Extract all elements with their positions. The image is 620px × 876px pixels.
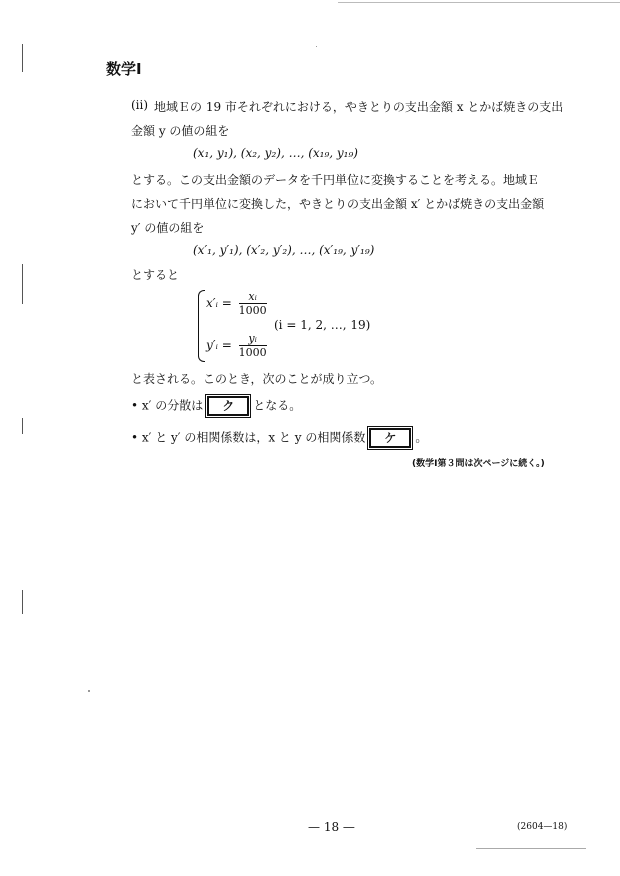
equation-y-denominator: 1000 [238,346,267,359]
data-pairs-converted: (x′₁, y′₁), (x′₂, y′₂), …, (x′₁₉, y′₁₉) [193,243,375,257]
bullet-variance [131,394,301,418]
margin-mark [22,44,23,72]
page-number: — 18 — [308,820,355,834]
margin-mark [22,264,23,304]
bottom-rule [476,848,586,849]
bullet-correlation [131,426,427,450]
scan-speck [88,690,90,692]
answer-box-ku-label: ク [207,396,249,416]
equation-x-fraction [239,290,267,317]
equation-y-lhs: y′ᵢ = [206,338,232,352]
top-rule [338,2,620,3]
problem-text-line-2: 金額 y の値の組を [131,124,230,138]
equation-x-numerator: xᵢ [239,290,267,304]
problem-part-label: (ii) [131,98,149,112]
problem-text-line-6: とすると [131,268,180,282]
answer-box-ke[interactable] [367,426,413,450]
equation-x-denominator: 1000 [238,304,267,317]
equation-brace [198,290,205,362]
bullet-variance-suffix: となる。 [253,398,302,413]
problem-text-line-3: とする。この支出金額のデータを千円単位に変換することを考える。地域Ｅ [131,173,540,187]
margin-mark [22,590,23,614]
bullet-correlation-text: • x′ と y′ の相関係数は，x と y の相関係数 [131,430,366,445]
answer-box-ke-label: ケ [369,428,411,448]
data-pairs-original: (x₁, y₁), (x₂, y₂), …, (x₁₉, y₁₉) [193,146,358,160]
equation-x [206,290,267,317]
equation-y [206,332,267,359]
equation-y-numerator: yᵢ [239,332,267,346]
equation-y-fraction [239,332,267,359]
page-code: (2604—18) [517,822,568,832]
margin-mark [22,418,23,434]
problem-text-line-5: y′ の値の組を [131,221,205,235]
section-title: 数学Ⅰ [106,60,142,78]
equation-x-lhs: x′ᵢ = [206,296,232,310]
answer-box-ku[interactable] [205,394,251,418]
bullet-variance-text: • x′ の分散は [131,398,204,413]
problem-text-line-7: と表される。このとき，次のことが成り立つ。 [131,372,383,386]
problem-text-line-4: において千円単位に変換した，やきとりの支出金額 x′ とかば焼きの支出金額 [131,197,545,211]
scan-speck [316,46,317,47]
problem-text-line-1: 地域Ｅの 19 市それぞれにおける，やきとりの支出金額 x とかば焼きの支出 [154,100,564,114]
continuation-note: (数学Ⅰ第３問は次ページに続く。) [412,459,545,469]
bullet-correlation-suffix: 。 [415,430,428,445]
index-range: (i = 1, 2, …, 19) [274,318,371,332]
